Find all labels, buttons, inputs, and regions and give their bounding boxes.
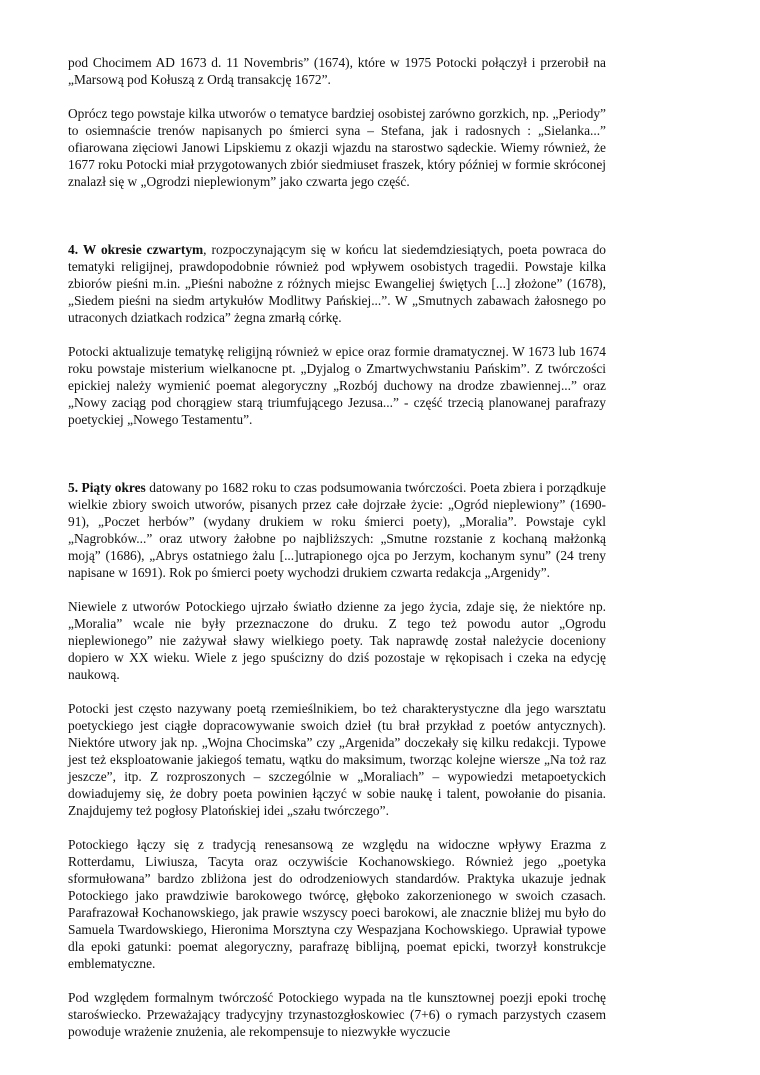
- paragraph-religious-epic: Potocki aktualizuje tematykę religijną również w epice oraz formie dramatycznej. W 1673 lub 1674 roku powstaje misterium wielkanocne pt. „Dyjalog o Zmartwychwstaniu Pańskim”. Z twórczości epickiej należy wymienić poemat alegoryczny „Rozbój duchowy na drodze zbawiennej...” oraz „Nowy zaciąg pod chorągiew starą triumfującego Jezusa...” - część trzecią planowanej parafrazy poetyckiej „Nowego Testamentu”.: [68, 344, 606, 427]
- paragraph-period-five: [68, 479, 606, 581]
- section-heading-period-four: 4. W okresie czwartym: [68, 242, 204, 257]
- paragraph-personal-works: Oprócz tego powstaje kilka utworów o tematyce bardziej osobistej zarówno gorzkich, np. „Periody” to osiemnaście trenów napisanych po śmierci syna – Stefana, jak i radosnych : „Sielanka...” ofiarowana zięciowi Janowi Lipskiemu z okazji wjazdu na starostwo sądeckie. Wiemy również, że 1677 roku Potocki miał przygotowanych zbiór siedmiuset fraszek, który później w formie skróconej znalazł się w „Ogrodzi nieplewionym” jako czwarta jego część.: [68, 106, 606, 189]
- paragraph-period-four: [68, 241, 606, 326]
- paragraph-craftsman-poet: Potocki jest często nazywany poetą rzemieślnikiem, bo też charakterystyczne dla jego warsztatu poetyckiego jest ciągłe dopracowywanie swoich dzieł (tu brał przykład z poetów antycznych). Niektóre utwory jak np. „Wojna Chocimska” czy „Argenida” doczekały się kilku redakcji. Typowe jest też eksploatowanie jakiegoś tematu, wątku do maksimum, tworząc kolejne wiersze „Na toż raz jeszcze”, itp. Z rozproszonych – szczególnie w „Moraliach” – wypowiedzi metapoetyckich dowiadujemy się, że dobry poeta powinien łączyć w sobie naukę i talent, powołanie do pisania. Znajdujemy też pogłosy Platońskiej idei „szału twórczego”.: [68, 701, 606, 818]
- document-page: [68, 54, 606, 1040]
- section-spacer: [68, 445, 606, 479]
- period-four-text: , rozpoczynającym się w końcu lat siedemdziesiątych, poeta powraca do tematyki religijnej, prawdopodobnie również pod wpływem osobistych tragedii. Powstaje kilka zbiorów pieśni m.in. „Pieśni nabożne z różnych miejsc Ewangeliej świętych [...] złożone” (1678), „Siedem pieśni na siedm artykułów Modlitwy Pańskiej...”. W „Smutnych zabawach żałosnego po utraconych dziatkach rodzica” żegna zmarłą córkę.: [68, 242, 606, 325]
- paragraph-chocim: pod Chocimem AD 1673 d. 11 Novembris” (1674), które w 1975 Potocki połączył i przerobił na „Marsową pod Kołuszą z Ordą transakcję 1672”.: [68, 55, 606, 87]
- period-five-text: datowany po 1682 roku to czas podsumowania twórczości. Poeta zbiera i porządkuje wielkie zbiory swoich utworów, pisanych przez całe dojrzałe życie: „Ogród nieplewiony” (1690-91), „Poczet herbów” (wydany drukiem w roku śmierci poety), „Moralia”. Powstaje cykl „Nagrobków...” oraz utwory żałobne po najbliższych: „Smutne rozstanie z kochaną małżonką moją” (1686), „Abrys ostatniego żalu [...]utrapionego ojca po Jerzym, kochanym synu” (24 treny napisane w 1691). Rok po śmierci poety wychodzi drukiem czwarta redakcja „Argenidy”.: [68, 480, 606, 580]
- paragraph-formal-aspects: Pod względem formalnym twórczość Potockiego wypada na tle kunsztownej poezji epoki trochę staroświecko. Przeważający tradycyjny trzynastozgłoskowiec (7+6) o rymach parzystych czasem powoduje wrażenie znużenia, ale rekompensuje to niezwykłe wyczucie: [68, 990, 606, 1039]
- section-spacer: [68, 207, 606, 241]
- paragraph-renaissance-tradition: Potockiego łączy się z tradycją renesansową ze względu na widoczne wpływy Erazma z Rotterdamu, Liwiusza, Tacyta oraz oczywiście Kochanowskiego. Również jego „poetyka sformułowana” bardzo zbliżona jest do odrodzeniowych standardów. Praktyka ukazuje jednak Potockiego jako prawdziwie barokowego twórcę, głęboko zakorzenionego w swoich czasach. Parafrazował Kochanowskiego, jak prawie wszyscy poeci barokowi, ale znacznie bliżej mu było do Samuela Twardowskiego, Hieronima Morsztyna czy Wespazjana Kochowskiego. Uprawiał typowe dla epoki gatunki: poemat alegoryczny, parafrazę biblijną, poemat epicki, tworzył konstrukcje emblematyczne.: [68, 837, 606, 971]
- section-heading-period-five: 5. Piąty okres: [68, 480, 146, 495]
- paragraph-reception: Niewiele z utworów Potockiego ujrzało światło dzienne za jego życia, zdaje się, że niektóre np. „Moralia” wcale nie były przeznaczone do druku. Z tego też powodu autor „Ogrodu nieplewionego” nie zażywał sławy wielkiego poety. Tak naprawdę został należycie doceniony dopiero w XX wieku. Wiele z jego spuścizny do dziś pozostaje w rękopisach i czeka na edycję naukową.: [68, 599, 606, 682]
